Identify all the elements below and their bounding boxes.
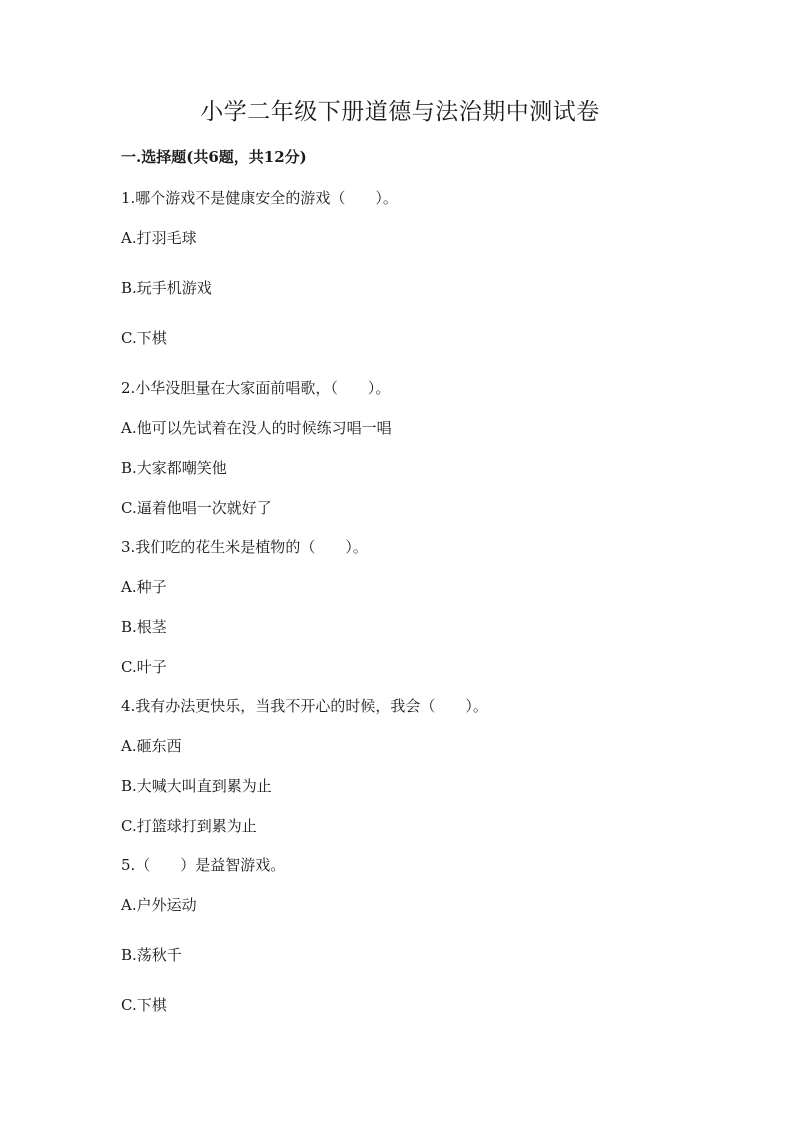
question-4-option-c: C.打篮球打到累为止 bbox=[121, 817, 257, 835]
question-1-option-b: B.玩手机游戏 bbox=[121, 279, 212, 297]
question-1-stem: 1.哪个游戏不是健康安全的游戏（ ）。 bbox=[121, 189, 398, 207]
section-heading: 一.选择题(共6题，共12分) bbox=[121, 148, 307, 166]
question-5-option-b: B.荡秋千 bbox=[121, 946, 182, 964]
question-4-option-a: A.砸东西 bbox=[121, 737, 182, 755]
question-3-option-b: B.根茎 bbox=[121, 618, 167, 636]
question-3-option-c: C.叶子 bbox=[121, 658, 167, 676]
page-title: 小学二年级下册道德与法治期中测试卷 bbox=[200, 99, 600, 125]
question-2-option-b: B.大家都嘲笑他 bbox=[121, 459, 227, 477]
question-3-stem: 3.我们吃的花生米是植物的（ ）。 bbox=[121, 538, 368, 556]
question-3-option-a: A.种子 bbox=[121, 578, 167, 596]
question-2-option-a: A.他可以先试着在没人的时候练习唱一唱 bbox=[121, 419, 392, 437]
question-4-option-b: B.大喊大叫直到累为止 bbox=[121, 777, 272, 795]
question-1-option-a: A.打羽毛球 bbox=[121, 229, 197, 247]
question-2-option-c: C.逼着他唱一次就好了 bbox=[121, 499, 272, 517]
question-1-option-c: C.下棋 bbox=[121, 329, 167, 347]
question-5-stem: 5.（ ）是益智游戏。 bbox=[121, 856, 286, 874]
question-5-option-c: C.下棋 bbox=[121, 996, 167, 1014]
question-2-stem: 2.小华没胆量在大家面前唱歌，（ ）。 bbox=[121, 379, 391, 397]
question-4-stem: 4.我有办法更快乐，当我不开心的时候，我会（ ）。 bbox=[121, 697, 488, 715]
question-5-option-a: A.户外运动 bbox=[121, 896, 197, 914]
